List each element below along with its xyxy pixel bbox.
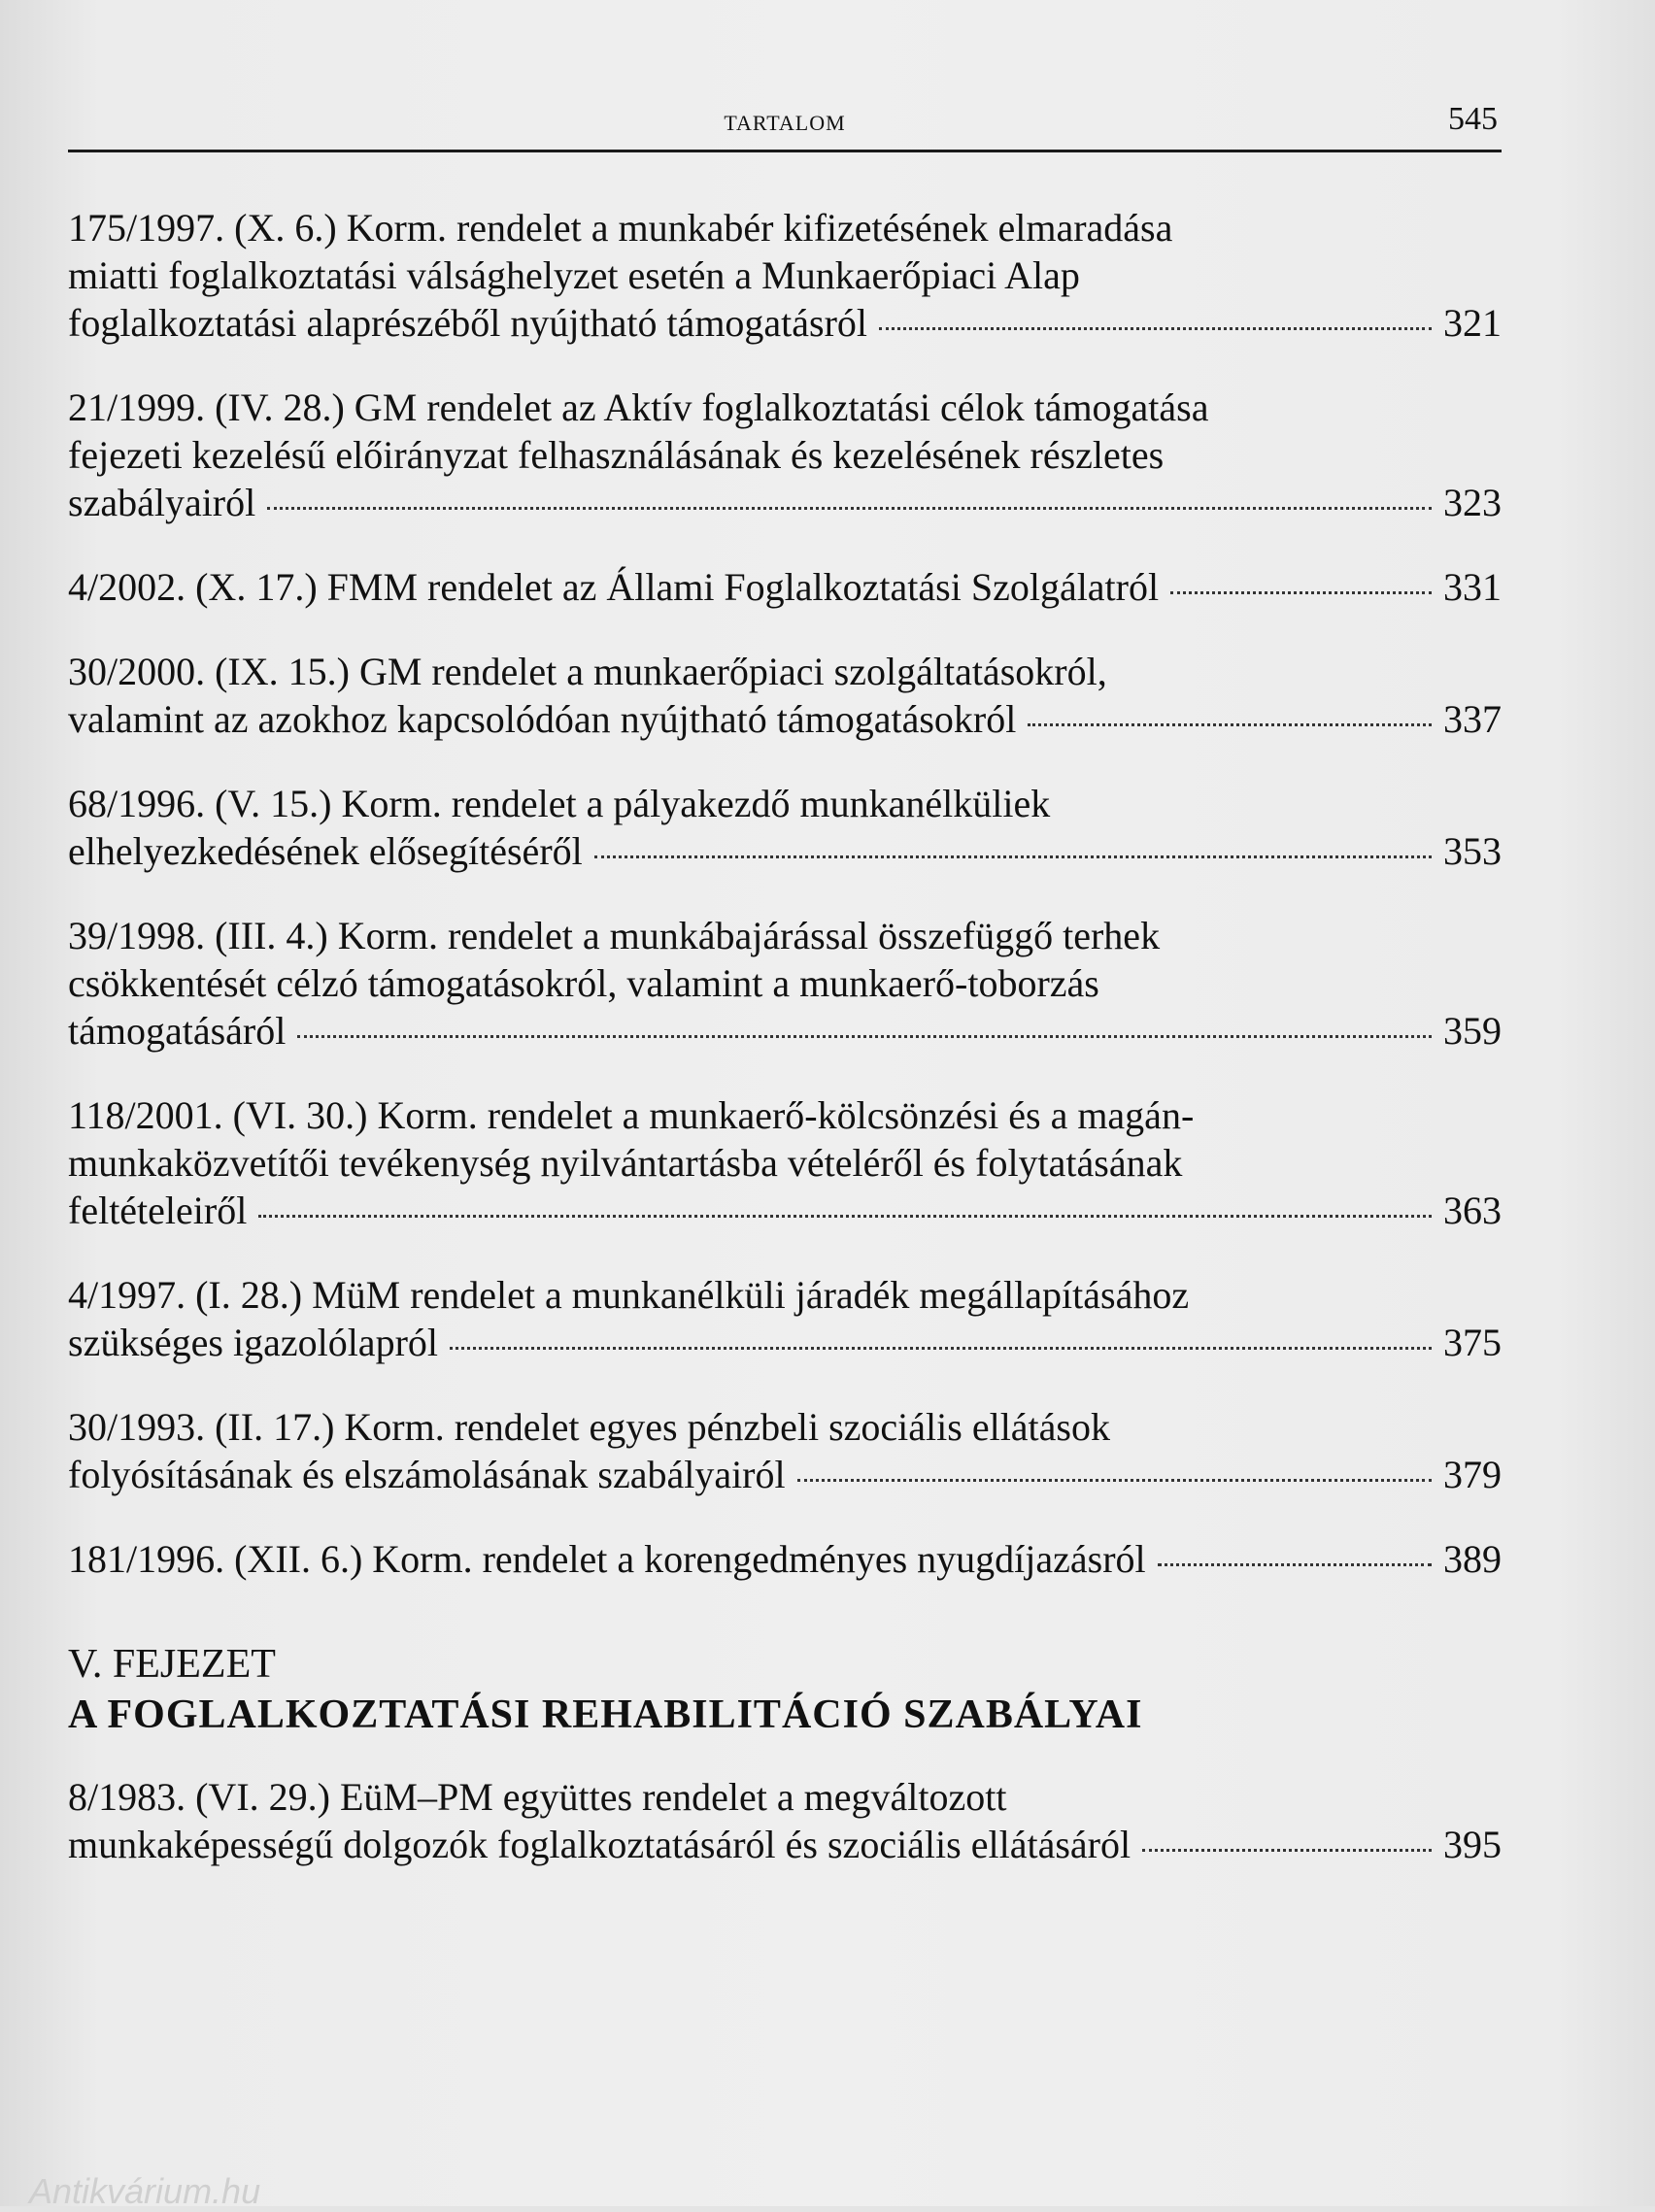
dot-leader [1158,1562,1432,1566]
toc-entry-final-line [68,563,1502,611]
toc-entry-final-line [68,1451,1502,1498]
toc-page-number: 323 [1443,481,1502,524]
toc-entry [68,1773,1502,1868]
toc-entry-line: 68/1996. (V. 15.) Korm. rendelet a pályakezdő munkanélküliek [68,782,1051,825]
toc-entry-final-line [68,1821,1502,1868]
dot-leader [594,855,1432,858]
toc-entry-text: folyósításának és elszámolásának szabályairól [68,1453,786,1496]
toc-entry [68,780,1502,875]
toc-entry-final-line [68,1319,1502,1366]
toc-entry-line: 4/1997. (I. 28.) MüM rendelet a munkanélküli járadék megállapításához [68,1273,1190,1317]
toc-entry [68,563,1502,611]
dot-leader [297,1034,1432,1038]
toc-entry-line: 39/1998. (III. 4.) Korm. rendelet a munkábajárással összefüggő terhek [68,914,1161,957]
toc-entry-text: feltételeiről [68,1189,248,1232]
toc-page-number: 375 [1443,1321,1502,1364]
dot-leader [267,506,1432,510]
toc-entry-line: 118/2001. (VI. 30.) Korm. rendelet a munkaerő-kölcsönzési és a magán- [68,1093,1195,1137]
toc-page-number: 321 [1443,301,1502,345]
dot-leader [1028,722,1432,726]
toc-entry-final-line [68,695,1502,743]
toc-page-number: 337 [1443,697,1502,741]
dot-leader [258,1214,1432,1218]
toc-entry-final-line [68,1535,1502,1583]
toc-entry [68,1535,1502,1583]
toc-entry-text: elhelyezkedésének elősegítéséről [68,829,583,873]
table-of-contents [68,204,1502,1905]
toc-entry-text: 4/2002. (X. 17.) FMM rendelet az Állami Foglalkoztatási Szolgálatról [68,565,1160,609]
toc-entry [68,384,1502,526]
toc-entry-final-line [68,827,1502,875]
chapter-heading [68,1639,1502,1740]
toc-entry-line: fejezeti kezelésű előirányzat felhasználásának és kezelésének részletes [68,433,1165,477]
toc-page-number: 331 [1443,565,1502,609]
toc-page-number: 363 [1443,1189,1502,1232]
toc-entries-group-1 [68,204,1502,1583]
dot-leader [450,1346,1432,1350]
toc-entry-line: miatti foglalkoztatási válsághelyzet esetén a Munkaerőpiaci Alap [68,253,1080,297]
toc-entry-final-line [68,1007,1502,1055]
toc-entries-group-2 [68,1773,1502,1868]
toc-page-number: 379 [1443,1453,1502,1496]
toc-entry-final-line [68,299,1502,347]
toc-entry-line: 21/1999. (IV. 28.) GM rendelet az Aktív foglalkoztatási célok támogatása [68,385,1209,429]
dot-leader [1170,590,1432,594]
toc-entry-text: szabályairól [68,481,256,524]
toc-entry-line: csökkentését célzó támogatásokról, valamint a munkaerő-toborzás [68,961,1099,1005]
toc-entry-final-line [68,1187,1502,1234]
toc-page-number: 389 [1443,1537,1502,1581]
toc-page-number: 353 [1443,829,1502,873]
toc-entry-final-line [68,479,1502,526]
toc-entry-line: 8/1983. (VI. 29.) EüM–PM együttes rendelet a megváltozott [68,1775,1007,1819]
toc-entry-text: szükséges igazolólapról [68,1321,438,1364]
toc-entry-line: munkaközvetítői tevékenység nyilvántartásba vételéről és folytatásának [68,1141,1183,1185]
toc-entry [68,912,1502,1055]
toc-entry [68,204,1502,347]
toc-entry-text: támogatásáról [68,1009,287,1053]
toc-entry-line: 175/1997. (X. 6.) Korm. rendelet a munkabér kifizetésének elmaradása [68,206,1173,250]
toc-entry [68,1091,1502,1234]
toc-entry [68,1403,1502,1498]
chapter-title: A FOGLALKOZTATÁSI REHABILITÁCIÓ SZABÁLYAI [68,1693,1143,1737]
dot-leader [879,326,1432,330]
header-title: TARTALOM [724,111,846,135]
running-header [68,97,1502,152]
toc-entry-text: valamint az azokhoz kapcsolódóan nyújtható támogatásokról [68,697,1017,741]
toc-entry-text: 181/1996. (XII. 6.) Korm. rendelet a korengedményes nyugdíjazásról [68,1537,1146,1581]
toc-entry [68,1271,1502,1366]
toc-entry [68,648,1502,743]
chapter-number: V. FEJEZET [68,1642,276,1687]
toc-page-number: 395 [1443,1823,1502,1866]
header-page-number: 545 [1448,101,1498,137]
toc-entry-text: foglalkoztatási alaprészéből nyújtható támogatásról [68,301,868,345]
toc-entry-line: 30/1993. (II. 17.) Korm. rendelet egyes pénzbeli szociális ellátások [68,1405,1110,1449]
toc-entry-text: munkaképességű dolgozók foglalkoztatásáról és szociális ellátásáról [68,1823,1131,1866]
watermark: Antikvárium.hu [29,2171,261,2211]
toc-entry-line: 30/2000. (IX. 15.) GM rendelet a munkaerőpiaci szolgáltatásokról, [68,650,1107,693]
dot-leader [797,1478,1432,1482]
dot-leader [1142,1848,1432,1852]
toc-page-number: 359 [1443,1009,1502,1053]
